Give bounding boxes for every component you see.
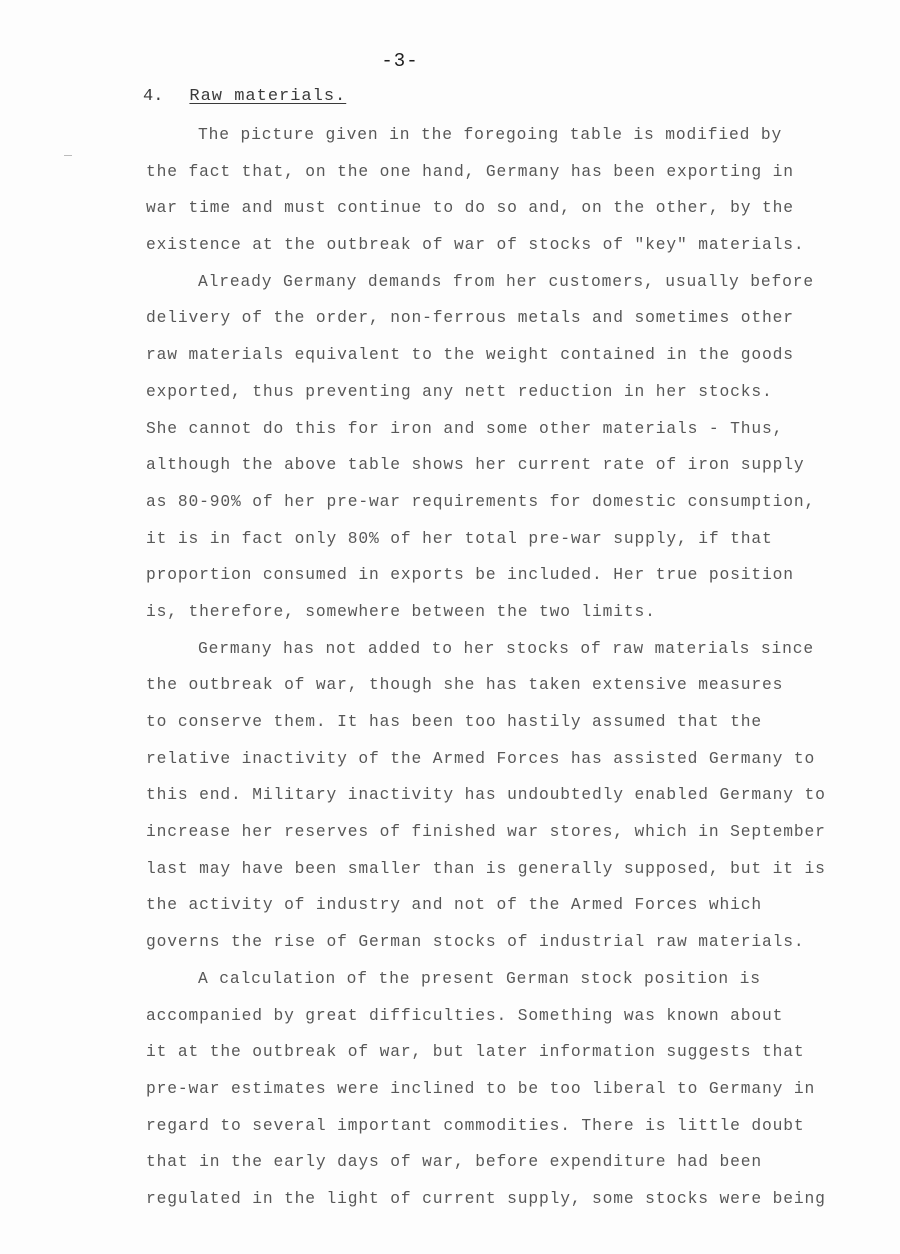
text-line: last may have been smaller than is generally supposed, but it is [146, 858, 826, 878]
text-line: is, therefore, somewhere between the two limits. [146, 601, 656, 621]
text-line: as 80-90% of her pre-war requirements for domestic consumption, [146, 491, 816, 511]
text-line: this end. Military inactivity has undoubtedly enabled Germany to [146, 785, 826, 805]
text-line: exported, thus preventing any nett reduction in her stocks. [146, 381, 773, 401]
text-line: to conserve them. It has been too hastily assumed that the [146, 712, 762, 731]
text-line: proportion consumed in exports be included. Her true position [146, 565, 794, 585]
text-line: A calculation of the present German stock position is [198, 968, 761, 988]
text-line: pre-war estimates were inclined to be too liberal to Germany in [146, 1078, 816, 1098]
text-line: Already Germany demands from her customers, usually before [198, 271, 814, 291]
text-line: regard to several important commodities. There is little doubt [146, 1115, 805, 1135]
text-line: governs the rise of German stocks of industrial raw materials. [146, 932, 805, 952]
text-line: accompanied by great difficulties. Something was known about [146, 1005, 784, 1025]
section-title: Raw materials. [189, 87, 347, 106]
text-line: that in the early days of war, before expenditure had been [146, 1152, 762, 1172]
page-number: -3- [381, 50, 419, 72]
section-number: 4. [143, 87, 164, 106]
section-heading [143, 87, 346, 106]
text-line: regulated in the light of current supply, some stocks were being [146, 1188, 826, 1208]
text-line: war time and must continue to do so and, on the other, by the [146, 198, 794, 218]
text-line: increase her reserves of finished war stores, which in September [146, 822, 826, 842]
text-line: The picture given in the foregoing table is modified by [198, 125, 783, 144]
text-line: although the above table shows her current rate of iron supply [146, 455, 805, 475]
text-line: it at the outbreak of war, but later information suggests that [146, 1042, 805, 1062]
text-line: the fact that, on the one hand, Germany has been exporting in [146, 161, 794, 181]
text-line: delivery of the order, non-ferrous metals and sometimes other [146, 308, 794, 328]
text-line: the outbreak of war, though she has taken extensive measures [146, 675, 784, 695]
text-line: the activity of industry and not of the Armed Forces which [146, 895, 762, 915]
text-line: She cannot do this for iron and some other materials - Thus, [146, 418, 784, 438]
text-line: relative inactivity of the Armed Forces has assisted Germany to [146, 748, 816, 768]
margin-mark [64, 155, 72, 156]
text-line: raw materials equivalent to the weight contained in the goods [146, 345, 794, 365]
text-line: it is in fact only 80% of her total pre-war supply, if that [146, 528, 773, 548]
body-text [146, 117, 856, 1218]
text-line: existence at the outbreak of war of stocks of "key" materials. [146, 235, 805, 255]
text-line: Germany has not added to her stocks of raw materials since [198, 638, 814, 658]
